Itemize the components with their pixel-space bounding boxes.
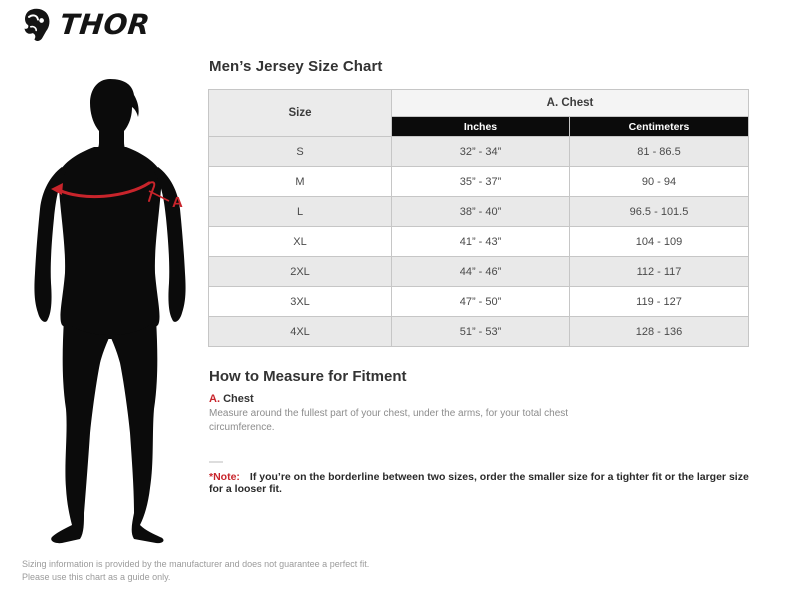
table-row	[209, 137, 749, 167]
table-row	[209, 317, 749, 347]
size-cell: L	[209, 197, 392, 227]
thor-logo	[20, 7, 150, 43]
measure-item-description: Measure around the fullest part of your chest, under the arms, for your total chest circumference.	[209, 408, 569, 433]
centimeters-cell: 90 - 94	[570, 167, 749, 197]
size-cell: XL	[209, 227, 392, 257]
centimeters-cell: 96.5 - 101.5	[570, 197, 749, 227]
inches-cell: 51” - 53”	[392, 317, 570, 347]
centimeters-cell: 81 - 86.5	[570, 137, 749, 167]
centimeters-cell: 112 - 117	[570, 257, 749, 287]
inches-cell: 32” - 34”	[392, 137, 570, 167]
note-label: *Note:	[209, 471, 240, 483]
thor-wordmark: THOR	[58, 8, 152, 41]
table-row	[209, 167, 749, 197]
thor-goat-head-icon	[20, 7, 56, 43]
centimeters-cell: 128 - 136	[570, 317, 749, 347]
size-chart-heading: Men’s Jersey Size Chart	[209, 58, 383, 75]
measure-label-a: A	[172, 194, 183, 211]
col-header-centimeters: Centimeters	[570, 117, 749, 137]
inches-cell: 41” - 43”	[392, 227, 570, 257]
footer-disclaimer	[22, 558, 369, 584]
note-text: If you’re on the borderline between two sizes, order the smaller size for a tighter fit or the larger size for a looser fit.	[209, 471, 749, 495]
size-cell: M	[209, 167, 392, 197]
inches-cell: 35” - 37”	[392, 167, 570, 197]
size-chart-table	[208, 89, 749, 347]
measure-item-name: Chest	[223, 393, 254, 405]
table-row	[209, 287, 749, 317]
measure-item-title	[209, 393, 750, 405]
content-column	[208, 58, 750, 495]
sizing-note	[209, 471, 750, 495]
table-row	[209, 227, 749, 257]
centimeters-cell: 119 - 127	[570, 287, 749, 317]
size-cell: 4XL	[209, 317, 392, 347]
col-header-chest: A. Chest	[392, 90, 749, 117]
measure-item-letter: A.	[209, 393, 220, 405]
inches-cell: 44” - 46”	[392, 257, 570, 287]
inches-cell: 47” - 50”	[392, 287, 570, 317]
centimeters-cell: 104 - 109	[570, 227, 749, 257]
size-cell: 2XL	[209, 257, 392, 287]
measure-item-chest	[209, 393, 750, 435]
table-row	[209, 257, 749, 287]
divider	[209, 461, 223, 463]
size-cell: S	[209, 137, 392, 167]
size-cell: 3XL	[209, 287, 392, 317]
disclaimer-line-2: Please use this chart as a guide only.	[22, 572, 171, 583]
male-silhouette	[34, 79, 185, 543]
body-silhouette-figure	[22, 73, 200, 545]
measure-heading: How to Measure for Fitment	[209, 368, 407, 385]
inches-cell: 38” - 40”	[392, 197, 570, 227]
disclaimer-line-1: Sizing information is provided by the manufacturer and does not guarantee a perfect fit.	[22, 559, 370, 569]
table-row	[209, 197, 749, 227]
col-header-inches: Inches	[392, 117, 570, 137]
col-header-size: Size	[209, 90, 392, 137]
